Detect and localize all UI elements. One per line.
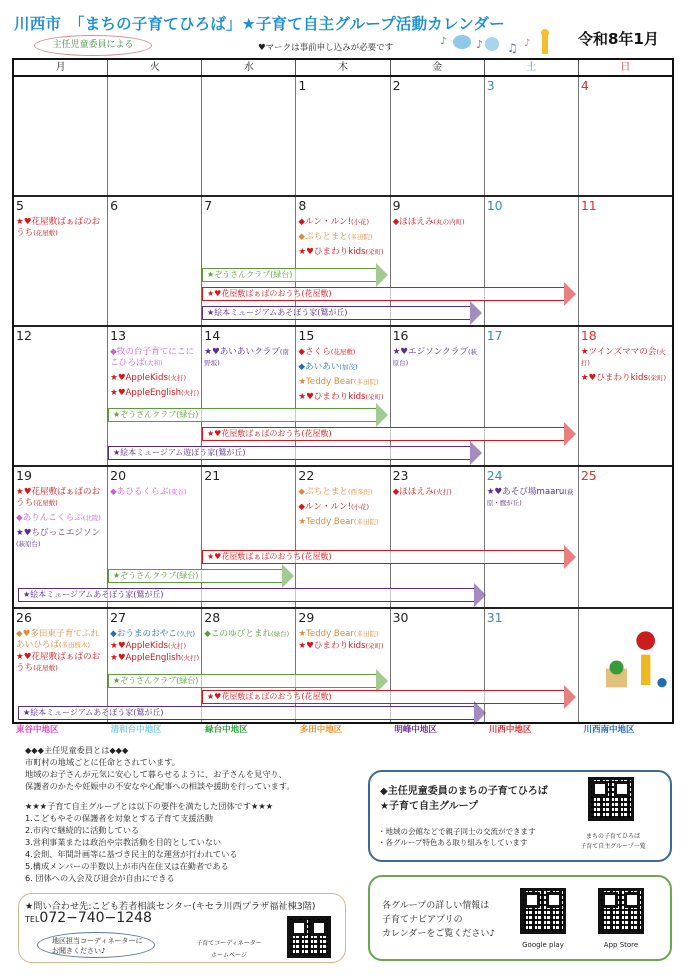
event-item (298, 641, 387, 652)
day-cell[interactable] (14, 197, 107, 325)
event-location: (栄町) (365, 248, 384, 256)
weekday-5: 土 (484, 60, 578, 75)
event-item (16, 513, 105, 524)
event-item (16, 629, 105, 651)
event-location: (多田院) (348, 233, 373, 241)
event-name: ◆このゆびとまれ (204, 629, 272, 639)
event-name: ★♥ひまわりkids (298, 641, 366, 651)
date-number: 7 (204, 198, 213, 213)
district-label: 清和台中地区 (110, 725, 162, 735)
info-line: 2.市内で継続的に活動している (25, 825, 140, 835)
tel-label: TEL (25, 915, 40, 924)
date-number: 1 (298, 78, 307, 93)
date-number: 25 (580, 468, 597, 483)
date-number: 12 (16, 328, 32, 343)
event-item (298, 377, 387, 388)
day-cell[interactable] (201, 327, 295, 465)
event-location: (火打) (181, 654, 200, 662)
calendar-week (14, 465, 672, 607)
event-item (298, 232, 387, 243)
district-label: 川西南中地区 (583, 725, 635, 735)
event-name: ★♥エジソンクラブ (392, 347, 468, 357)
event-name: ★Teddy Bear (298, 517, 354, 527)
event-name: ★Teddy Bear (298, 377, 354, 387)
day-cell[interactable] (201, 77, 295, 195)
day-cell[interactable] (107, 467, 201, 607)
event-item (110, 373, 199, 384)
date-number: 9 (392, 198, 401, 213)
info-line: 地域のお子さんが元気に安心して暮らせるように、お子さんを見守り、 (25, 769, 287, 779)
day-cell[interactable] (578, 467, 672, 607)
date-number: 29 (298, 610, 315, 625)
svg-text:♪: ♪ (476, 38, 484, 51)
date-number: 28 (204, 610, 221, 625)
event-location: (多田桜木) (58, 641, 91, 649)
svg-text:♫: ♫ (507, 41, 518, 55)
district-label: 川西中地区 (488, 725, 532, 735)
day-cell[interactable] (578, 77, 672, 195)
date-number: 26 (16, 610, 32, 625)
event-name: ◆♥多田東子育てふれあいひろば (16, 629, 100, 650)
date-number: 8 (298, 198, 307, 213)
event-name: ★♥花屋敷ばぁばのおうち (16, 487, 101, 508)
calendar-week (14, 195, 672, 325)
event-location: (火打) (580, 348, 666, 367)
event-name: ★Teddy Bear (298, 629, 354, 639)
homepage-qr-icon[interactable] (287, 916, 331, 958)
event-item (204, 347, 293, 369)
event-item (298, 347, 387, 358)
event-location: (花屋敷) (33, 664, 58, 672)
phone-number[interactable]: 072−740−1248 (39, 910, 152, 926)
event-location: (大和) (144, 359, 163, 367)
date-number: 21 (204, 468, 221, 483)
app-info-box (368, 875, 672, 961)
event-item (110, 347, 199, 369)
event-name: ◆あひるくらぶ (110, 487, 169, 497)
date-number: 3 (486, 78, 495, 93)
event-location: (栄町) (647, 374, 667, 382)
event-location: (丸の内町) (433, 218, 465, 226)
event-item (298, 517, 387, 528)
event-name: ★♥ちびっこエジソン (16, 528, 101, 538)
qr-caption: まちの子育てひろば (585, 833, 640, 840)
speech-bubble: 主任児童委員による (34, 35, 152, 56)
info-line (25, 792, 295, 800)
page-title: 川西市 「まちの子育てひろば」★子育て自主グループ活動カレンダー (14, 15, 505, 33)
event-name: ◆さくら (298, 347, 331, 357)
event-name: ◆ありんこくらぶ (16, 513, 83, 523)
weekday-1: 火 (107, 60, 201, 75)
info-line: ★★★子育て自主グループとは以下の要件を満たした団体です★★★ (25, 801, 274, 811)
event-item (298, 629, 387, 640)
event-item (110, 629, 199, 640)
event-item (298, 392, 387, 403)
event-location: (多田院) (353, 518, 379, 526)
event-item (110, 487, 199, 498)
event-item (393, 487, 482, 498)
event-span-arrow: ★絵本ミュージアムあそぼう家(鷲が丘) (18, 588, 474, 602)
date-number: 19 (16, 468, 32, 483)
event-location: (東谷) (168, 488, 187, 496)
event-span-arrow: ★♥花屋敷ばぁばのおうち(花屋敷) (202, 287, 564, 301)
calendar (12, 58, 674, 724)
contact-box (18, 893, 346, 963)
calendar-week (14, 77, 672, 195)
day-cell[interactable] (390, 77, 484, 195)
event-name: ★♥AppleKids (110, 373, 168, 383)
district-label: 明峰中地区 (394, 725, 437, 735)
event-name: ◆ぷちとまと (298, 232, 348, 242)
info-line: 保護者のかたや妊娠中の不安なや心配事への相談や援助を行っています。 (25, 781, 295, 791)
date-number: 24 (486, 468, 503, 483)
event-name: ★♥あいあいクラブ (204, 347, 280, 357)
event-item (110, 388, 199, 399)
day-cell[interactable] (14, 77, 107, 195)
app-text: 子育てナビアプリの (382, 915, 463, 925)
info-line: 市町村の地域ごとに任命とされています。 (25, 757, 180, 767)
qr-caption: 子育て自主グループ一覧 (580, 843, 646, 850)
coordinator-bubble (37, 932, 155, 958)
event-item (16, 528, 105, 550)
event-span-arrow: ★ぞうさんクラブ(緑台) (108, 569, 282, 583)
event-span-arrow: ★ぞうさんクラブ(緑台) (108, 674, 376, 688)
homepage-caption: 子育てコーディネーター (196, 940, 262, 947)
event-name: ◆ぷちとまと (298, 487, 348, 497)
weekday-2: 水 (201, 60, 295, 75)
child-playing-illustration-icon (599, 629, 669, 699)
date-number: 10 (486, 198, 503, 213)
homepage-caption: ホームページ (211, 952, 247, 959)
day-cell[interactable] (14, 467, 107, 607)
box1-title: ◆主任児童委員のまちの子育てひろば (380, 786, 548, 797)
district-label: 東谷中地区 (16, 725, 59, 735)
day-cell[interactable] (107, 197, 201, 325)
box1-bullet: ・地域の会館などで親子同士の交流ができます (378, 827, 536, 836)
weekday-6: 日 (578, 60, 672, 75)
weekday-0: 月 (55, 62, 66, 73)
event-span-arrow: ★♥花屋敷ばぁばのおうち(花屋敷) (202, 690, 564, 704)
event-item (110, 653, 199, 664)
qr-code-icon[interactable] (588, 777, 634, 821)
date-number: 14 (204, 328, 221, 343)
event-name: ★♥AppleKids (110, 641, 168, 651)
event-name: ★♥花屋敷ばぁばのおうち (16, 652, 101, 673)
event-item (298, 487, 387, 498)
event-item (581, 373, 670, 384)
event-name: ★♥ひまわりkids (580, 373, 648, 383)
event-name: ◆あいあい (298, 362, 340, 372)
box1-subtitle: ★子育て自主グループ (380, 801, 479, 812)
box1-bullet: ・各グループ特色ある取り組みをしています (378, 838, 528, 847)
event-item (298, 247, 387, 258)
event-location: (萩原台) (16, 540, 41, 548)
event-span-arrow: ★絵本ミュージアム遊ぼう家(鷲が丘) (108, 446, 470, 460)
info-line: 3.営利事業または政治や宗教活動を目的としていない (25, 837, 222, 847)
event-location: (花屋敷) (330, 348, 356, 356)
day-cell[interactable] (295, 77, 389, 195)
event-location: (加茂) (339, 363, 358, 371)
svg-text:♪: ♪ (440, 36, 447, 47)
date-number: 5 (16, 198, 24, 213)
date-number: 31 (486, 610, 503, 625)
event-name: ◆ルン・ルン! (298, 502, 352, 512)
info-text (25, 744, 295, 884)
event-span-arrow: ★ぞうさんクラブ(緑台) (202, 268, 376, 282)
district-label: 緑台中地区 (205, 725, 248, 735)
day-cell[interactable] (484, 77, 578, 195)
event-name: ★♥AppleEnglish (110, 653, 182, 663)
date-number: 20 (110, 468, 127, 483)
event-location: (久代) (176, 630, 195, 638)
calendar-week (14, 325, 672, 465)
animal-decoration-icon (432, 26, 564, 56)
event-span-arrow: ★絵本ミュージアムあそぼう家(鷲が丘) (202, 306, 470, 320)
event-name: ★♥花屋敷ばぁばのおうち (16, 217, 101, 238)
district-label: 多田中地区 (299, 725, 343, 735)
event-location: (火打) (433, 488, 452, 496)
event-item (581, 347, 670, 369)
date-number: 11 (580, 198, 597, 213)
app-text: 各グループの詳しい情報は (382, 901, 490, 911)
event-item (298, 362, 387, 373)
event-name: ◆おうまのおやこ (110, 629, 177, 639)
event-location: (火打) (181, 389, 200, 397)
event-item (110, 641, 199, 652)
date-number: 27 (110, 610, 127, 625)
day-cell[interactable] (484, 467, 578, 607)
event-item (204, 629, 293, 640)
contact-title: ★問い合わせ先:こども若者相談センター(キセラ川西プラザ福祉棟3階) (25, 901, 316, 912)
district-legend (12, 723, 674, 735)
event-location: (栄町) (365, 642, 384, 650)
event-location: (火打) (167, 374, 187, 382)
event-name: ◆牧の台子育てにこにこひろば (110, 347, 195, 368)
date-number: 4 (580, 78, 589, 93)
event-span-arrow: ★♥花屋敷ばぁばのおうち(花屋敷) (202, 427, 564, 441)
date-number: 13 (110, 328, 127, 343)
event-name: ★♥ひまわりkids (298, 247, 366, 257)
info-line: 5.構成メンバーの半数以上が市内在住又は在勤者である (25, 861, 229, 871)
event-name: ★♥ひまわりkids (298, 392, 366, 402)
info-line: 4.会則、年間計画等に基づき民主的な運営が行われている (25, 849, 238, 859)
event-location: (多田院) (353, 630, 379, 638)
day-cell[interactable] (295, 327, 389, 465)
date-number: 17 (486, 328, 503, 343)
event-name: ★♥あそび場maaru (486, 487, 565, 497)
event-location: (萩原・鷹が丘) (486, 488, 574, 507)
app-store-label: App Store (603, 941, 639, 949)
event-location: (北陵) (82, 514, 101, 522)
month-label: 令和8年1月 (578, 30, 659, 48)
google-play-qr-icon[interactable] (520, 888, 566, 934)
info-line: 6. 団体への入会及び退会が自由にできる (25, 873, 175, 883)
event-item (298, 502, 387, 513)
weekday-header (14, 60, 672, 77)
svg-text:♪: ♪ (524, 38, 531, 49)
heart-note: ♥マークは事前申し込みが必要です (258, 43, 394, 53)
event-item (16, 487, 105, 509)
event-item (393, 347, 482, 369)
event-location: (多田院) (353, 378, 379, 386)
date-number: 6 (110, 198, 119, 213)
day-cell[interactable] (295, 467, 389, 607)
info-line: ◆◆◆主任児童委員とは◆◆◆ (25, 745, 129, 755)
day-cell[interactable] (390, 467, 484, 607)
event-span-arrow: ★♥花屋敷ばぁばのおうち(花屋敷) (202, 550, 564, 564)
event-item (393, 217, 482, 228)
event-name: ◆ほほえみ (392, 487, 434, 497)
event-location: (小花) (351, 503, 370, 511)
event-location: (栄町) (365, 393, 384, 401)
event-name: ◆ルン・ルン! (298, 217, 352, 227)
event-location: (小花) (351, 218, 370, 226)
app-text: カレンダーをご覧ください♪ (382, 929, 496, 939)
day-cell[interactable] (107, 327, 201, 465)
event-name: ★♥AppleEnglish (110, 388, 182, 398)
weekday-3: 木 (295, 60, 389, 75)
info-line: 1.こどもやその保護者を対象とする子育て支援活動 (25, 813, 213, 823)
event-location: (萩原台) (392, 348, 478, 367)
day-cell[interactable] (578, 197, 672, 325)
calendar-week (14, 607, 672, 722)
event-location: (南野坂) (204, 348, 289, 367)
event-location: (花屋敷) (33, 499, 58, 507)
date-number: 15 (298, 328, 315, 343)
weekday-4: 金 (390, 60, 484, 75)
day-cell[interactable] (578, 327, 672, 465)
event-name: ◆ほほえみ (392, 217, 434, 227)
day-cell[interactable] (14, 327, 107, 465)
event-span-arrow: ★ぞうさんクラブ(緑台) (108, 408, 376, 422)
event-item (16, 217, 105, 239)
event-item (16, 652, 105, 674)
event-location: (緑台) (271, 630, 290, 638)
date-number: 30 (392, 610, 409, 625)
event-name: ★ツインズママの会 (580, 347, 657, 357)
event-location: (火打) (167, 642, 187, 650)
event-item (487, 487, 576, 509)
bubble-text: お聞きください♪ (52, 947, 106, 955)
groups-info-box (368, 770, 672, 862)
date-number: 2 (392, 78, 401, 93)
date-number: 16 (392, 328, 409, 343)
date-number: 23 (392, 468, 409, 483)
event-span-arrow: ★絵本ミュージアムあそぼう家(鷲が丘) (18, 706, 474, 720)
event-item (298, 217, 387, 228)
app-store-qr-icon[interactable] (598, 888, 644, 934)
event-location: (花屋敷) (33, 229, 58, 237)
date-number: 18 (580, 328, 597, 343)
google-play-label: Google play (522, 941, 564, 949)
bubble-text: 地区担当コーディネーターに (52, 937, 143, 945)
day-cell[interactable] (107, 77, 201, 195)
event-location: (西多田) (348, 488, 373, 496)
date-number: 22 (298, 468, 315, 483)
